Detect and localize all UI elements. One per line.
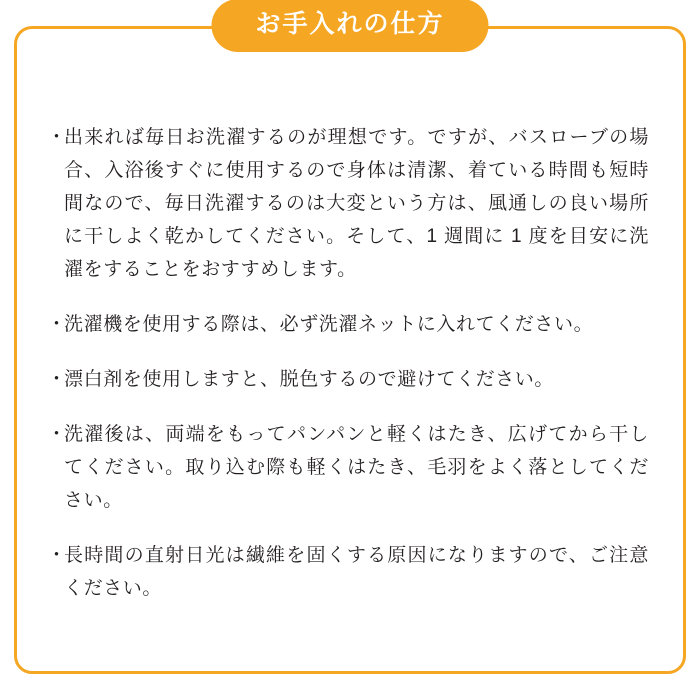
list-item-text: 洗濯機を使用する際は、必ず洗濯ネットに入れてください。 bbox=[64, 314, 594, 335]
bullet-icon: ・ bbox=[47, 424, 67, 445]
bullet-icon: ・ bbox=[47, 369, 67, 390]
bullet-icon: ・ bbox=[47, 545, 67, 566]
page-title: お手入れの仕方 bbox=[211, 0, 488, 52]
list-item-text: 出来れば毎日お洗濯するのが理想です。ですが、バスローブの場合、入浴後すぐに使用するので身体は清潔、着ている時間も短時間なので、毎日洗濯するのは大変という方は、風通しの良い場所に干しよく乾かしてください。そして、1 週間に 1 度を目安に洗濯をすることをおすすめします。 bbox=[64, 127, 649, 280]
list-item bbox=[47, 539, 649, 605]
list-item bbox=[47, 363, 649, 396]
care-instructions-card bbox=[14, 10, 686, 674]
bullet-icon: ・ bbox=[47, 127, 67, 148]
list-item-text: 長時間の直射日光は繊維を固くする原因になりますので、ご注意ください。 bbox=[64, 545, 649, 599]
instructions-list bbox=[17, 121, 683, 605]
list-item-text: 漂白剤を使用しますと、脱色するので避けてください。 bbox=[64, 369, 555, 390]
bullet-icon: ・ bbox=[47, 314, 67, 335]
list-item bbox=[47, 121, 649, 286]
list-item bbox=[47, 308, 649, 341]
list-item-text: 洗濯後は、両端をもってパンパンと軽くはたき、広げてから干してください。取り込む際も軽くはたき、毛羽をよく落としてください。 bbox=[64, 424, 649, 511]
list-item bbox=[47, 418, 649, 517]
